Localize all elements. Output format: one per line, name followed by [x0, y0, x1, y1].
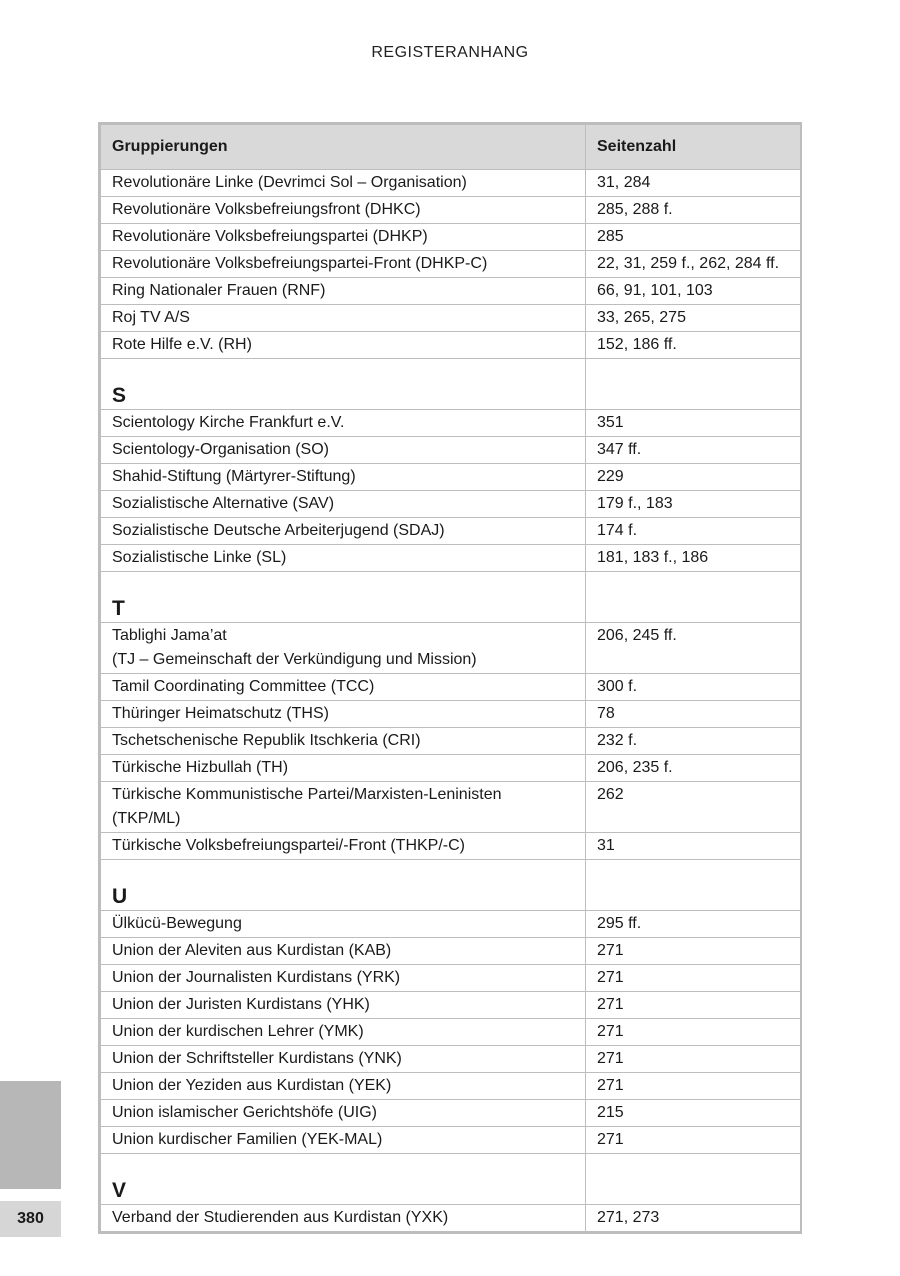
table-row — [101, 1073, 801, 1100]
page-references — [586, 572, 801, 623]
table-row — [101, 1127, 801, 1154]
page-references: 285 — [586, 224, 801, 251]
group-name: Ülkücü-Bewegung — [101, 911, 586, 938]
section-letter-row — [101, 1154, 801, 1205]
section-letter: U — [101, 860, 586, 911]
table-row — [101, 518, 801, 545]
page-number: 380 — [0, 1201, 61, 1237]
page-references: 31 — [586, 833, 801, 860]
group-name: Verband der Studierenden aus Kurdistan (YXK) — [101, 1205, 586, 1232]
page-references: 262 — [586, 782, 801, 833]
section-letter: T — [101, 572, 586, 623]
column-header-pages: Seitenzahl — [586, 125, 801, 170]
section-letter-row — [101, 359, 801, 410]
page-references — [586, 860, 801, 911]
group-name: Union der Yeziden aus Kurdistan (YEK) — [101, 1073, 586, 1100]
page-references: 295 ff. — [586, 911, 801, 938]
page-references: 271 — [586, 1019, 801, 1046]
page-references: 347 ff. — [586, 437, 801, 464]
page-references: 271, 273 — [586, 1205, 801, 1232]
page-references — [586, 1154, 801, 1205]
side-tab-marker — [0, 1081, 61, 1189]
page-references: 181, 183 f., 186 — [586, 545, 801, 572]
table-row — [101, 305, 801, 332]
group-name: Türkische Hizbullah (TH) — [101, 755, 586, 782]
page-references: 271 — [586, 1127, 801, 1154]
table-row — [101, 278, 801, 305]
group-name: Tschetschenische Republik Itschkeria (CRI) — [101, 728, 586, 755]
page-references — [586, 359, 801, 410]
page-references: 206, 235 f. — [586, 755, 801, 782]
group-name: Sozialistische Deutsche Arbeiterjugend (SDAJ) — [101, 518, 586, 545]
section-letter-row — [101, 572, 801, 623]
page-references: 215 — [586, 1100, 801, 1127]
section-letter-row — [101, 860, 801, 911]
table-row — [101, 965, 801, 992]
page-references: 271 — [586, 938, 801, 965]
table-body — [101, 170, 801, 1232]
table-row — [101, 938, 801, 965]
table-row — [101, 1205, 801, 1232]
page-references: 285, 288 f. — [586, 197, 801, 224]
table-row — [101, 1019, 801, 1046]
group-name: Sozialistische Linke (SL) — [101, 545, 586, 572]
table-row — [101, 701, 801, 728]
page-references: 229 — [586, 464, 801, 491]
group-name: Türkische Volksbefreiungspartei/-Front (THKP/-C) — [101, 833, 586, 860]
group-name: Rote Hilfe e.V. (RH) — [101, 332, 586, 359]
table-row — [101, 332, 801, 359]
group-name: Türkische Kommunistische Partei/Marxisten-Leninisten (TKP/ML) — [101, 782, 586, 833]
page-references: 351 — [586, 410, 801, 437]
page-references: 300 f. — [586, 674, 801, 701]
group-name: Tablighi Jama’at (TJ – Gemeinschaft der Verkündigung und Mission) — [101, 623, 586, 674]
page-references: 22, 31, 259 f., 262, 284 ff. — [586, 251, 801, 278]
group-name: Revolutionäre Volksbefreiungsfront (DHKC) — [101, 197, 586, 224]
page-references: 271 — [586, 1073, 801, 1100]
page-references: 179 f., 183 — [586, 491, 801, 518]
page-references: 78 — [586, 701, 801, 728]
group-name: Union der Aleviten aus Kurdistan (KAB) — [101, 938, 586, 965]
table-row — [101, 170, 801, 197]
group-name: Union der Schriftsteller Kurdistans (YNK) — [101, 1046, 586, 1073]
group-name: Union der kurdischen Lehrer (YMK) — [101, 1019, 586, 1046]
table-header-row — [101, 125, 801, 170]
table-row — [101, 464, 801, 491]
table-row — [101, 197, 801, 224]
table-row — [101, 911, 801, 938]
table-row — [101, 410, 801, 437]
page-references: 152, 186 ff. — [586, 332, 801, 359]
table-row — [101, 782, 801, 833]
page-references: 271 — [586, 992, 801, 1019]
group-name: Scientology Kirche Frankfurt e.V. — [101, 410, 586, 437]
group-name: Revolutionäre Linke (Devrimci Sol – Organisation) — [101, 170, 586, 197]
table-row — [101, 224, 801, 251]
table-row — [101, 674, 801, 701]
section-letter: S — [101, 359, 586, 410]
group-name: Sozialistische Alternative (SAV) — [101, 491, 586, 518]
table-row — [101, 491, 801, 518]
group-name: Union islamischer Gerichtshöfe (UIG) — [101, 1100, 586, 1127]
group-name: Union der Juristen Kurdistans (YHK) — [101, 992, 586, 1019]
page-references: 206, 245 ff. — [586, 623, 801, 674]
group-name: Roj TV A/S — [101, 305, 586, 332]
table-row — [101, 545, 801, 572]
group-name: Scientology-Organisation (SO) — [101, 437, 586, 464]
column-header-groups: Gruppierungen — [101, 125, 586, 170]
section-letter: V — [101, 1154, 586, 1205]
register-table — [98, 122, 802, 1234]
page-references: 271 — [586, 1046, 801, 1073]
page-references: 271 — [586, 965, 801, 992]
group-name: Ring Nationaler Frauen (RNF) — [101, 278, 586, 305]
group-name: Revolutionäre Volksbefreiungspartei-Front (DHKP-C) — [101, 251, 586, 278]
group-name: Thüringer Heimatschutz (THS) — [101, 701, 586, 728]
table-row — [101, 251, 801, 278]
table-row — [101, 623, 801, 674]
page-references: 174 f. — [586, 518, 801, 545]
page-references: 33, 265, 275 — [586, 305, 801, 332]
table-row — [101, 1046, 801, 1073]
group-name: Union der Journalisten Kurdistans (YRK) — [101, 965, 586, 992]
table-row — [101, 728, 801, 755]
table-row — [101, 833, 801, 860]
group-name: Shahid-Stiftung (Märtyrer-Stiftung) — [101, 464, 586, 491]
table-row — [101, 755, 801, 782]
page-references: 31, 284 — [586, 170, 801, 197]
table-row — [101, 437, 801, 464]
group-name: Tamil Coordinating Committee (TCC) — [101, 674, 586, 701]
page-header: REGISTERANHANG — [371, 44, 529, 61]
page-references: 232 f. — [586, 728, 801, 755]
table-row — [101, 992, 801, 1019]
group-name: Union kurdischer Familien (YEK-MAL) — [101, 1127, 586, 1154]
table-row — [101, 1100, 801, 1127]
group-name: Revolutionäre Volksbefreiungspartei (DHKP) — [101, 224, 586, 251]
page-references: 66, 91, 101, 103 — [586, 278, 801, 305]
